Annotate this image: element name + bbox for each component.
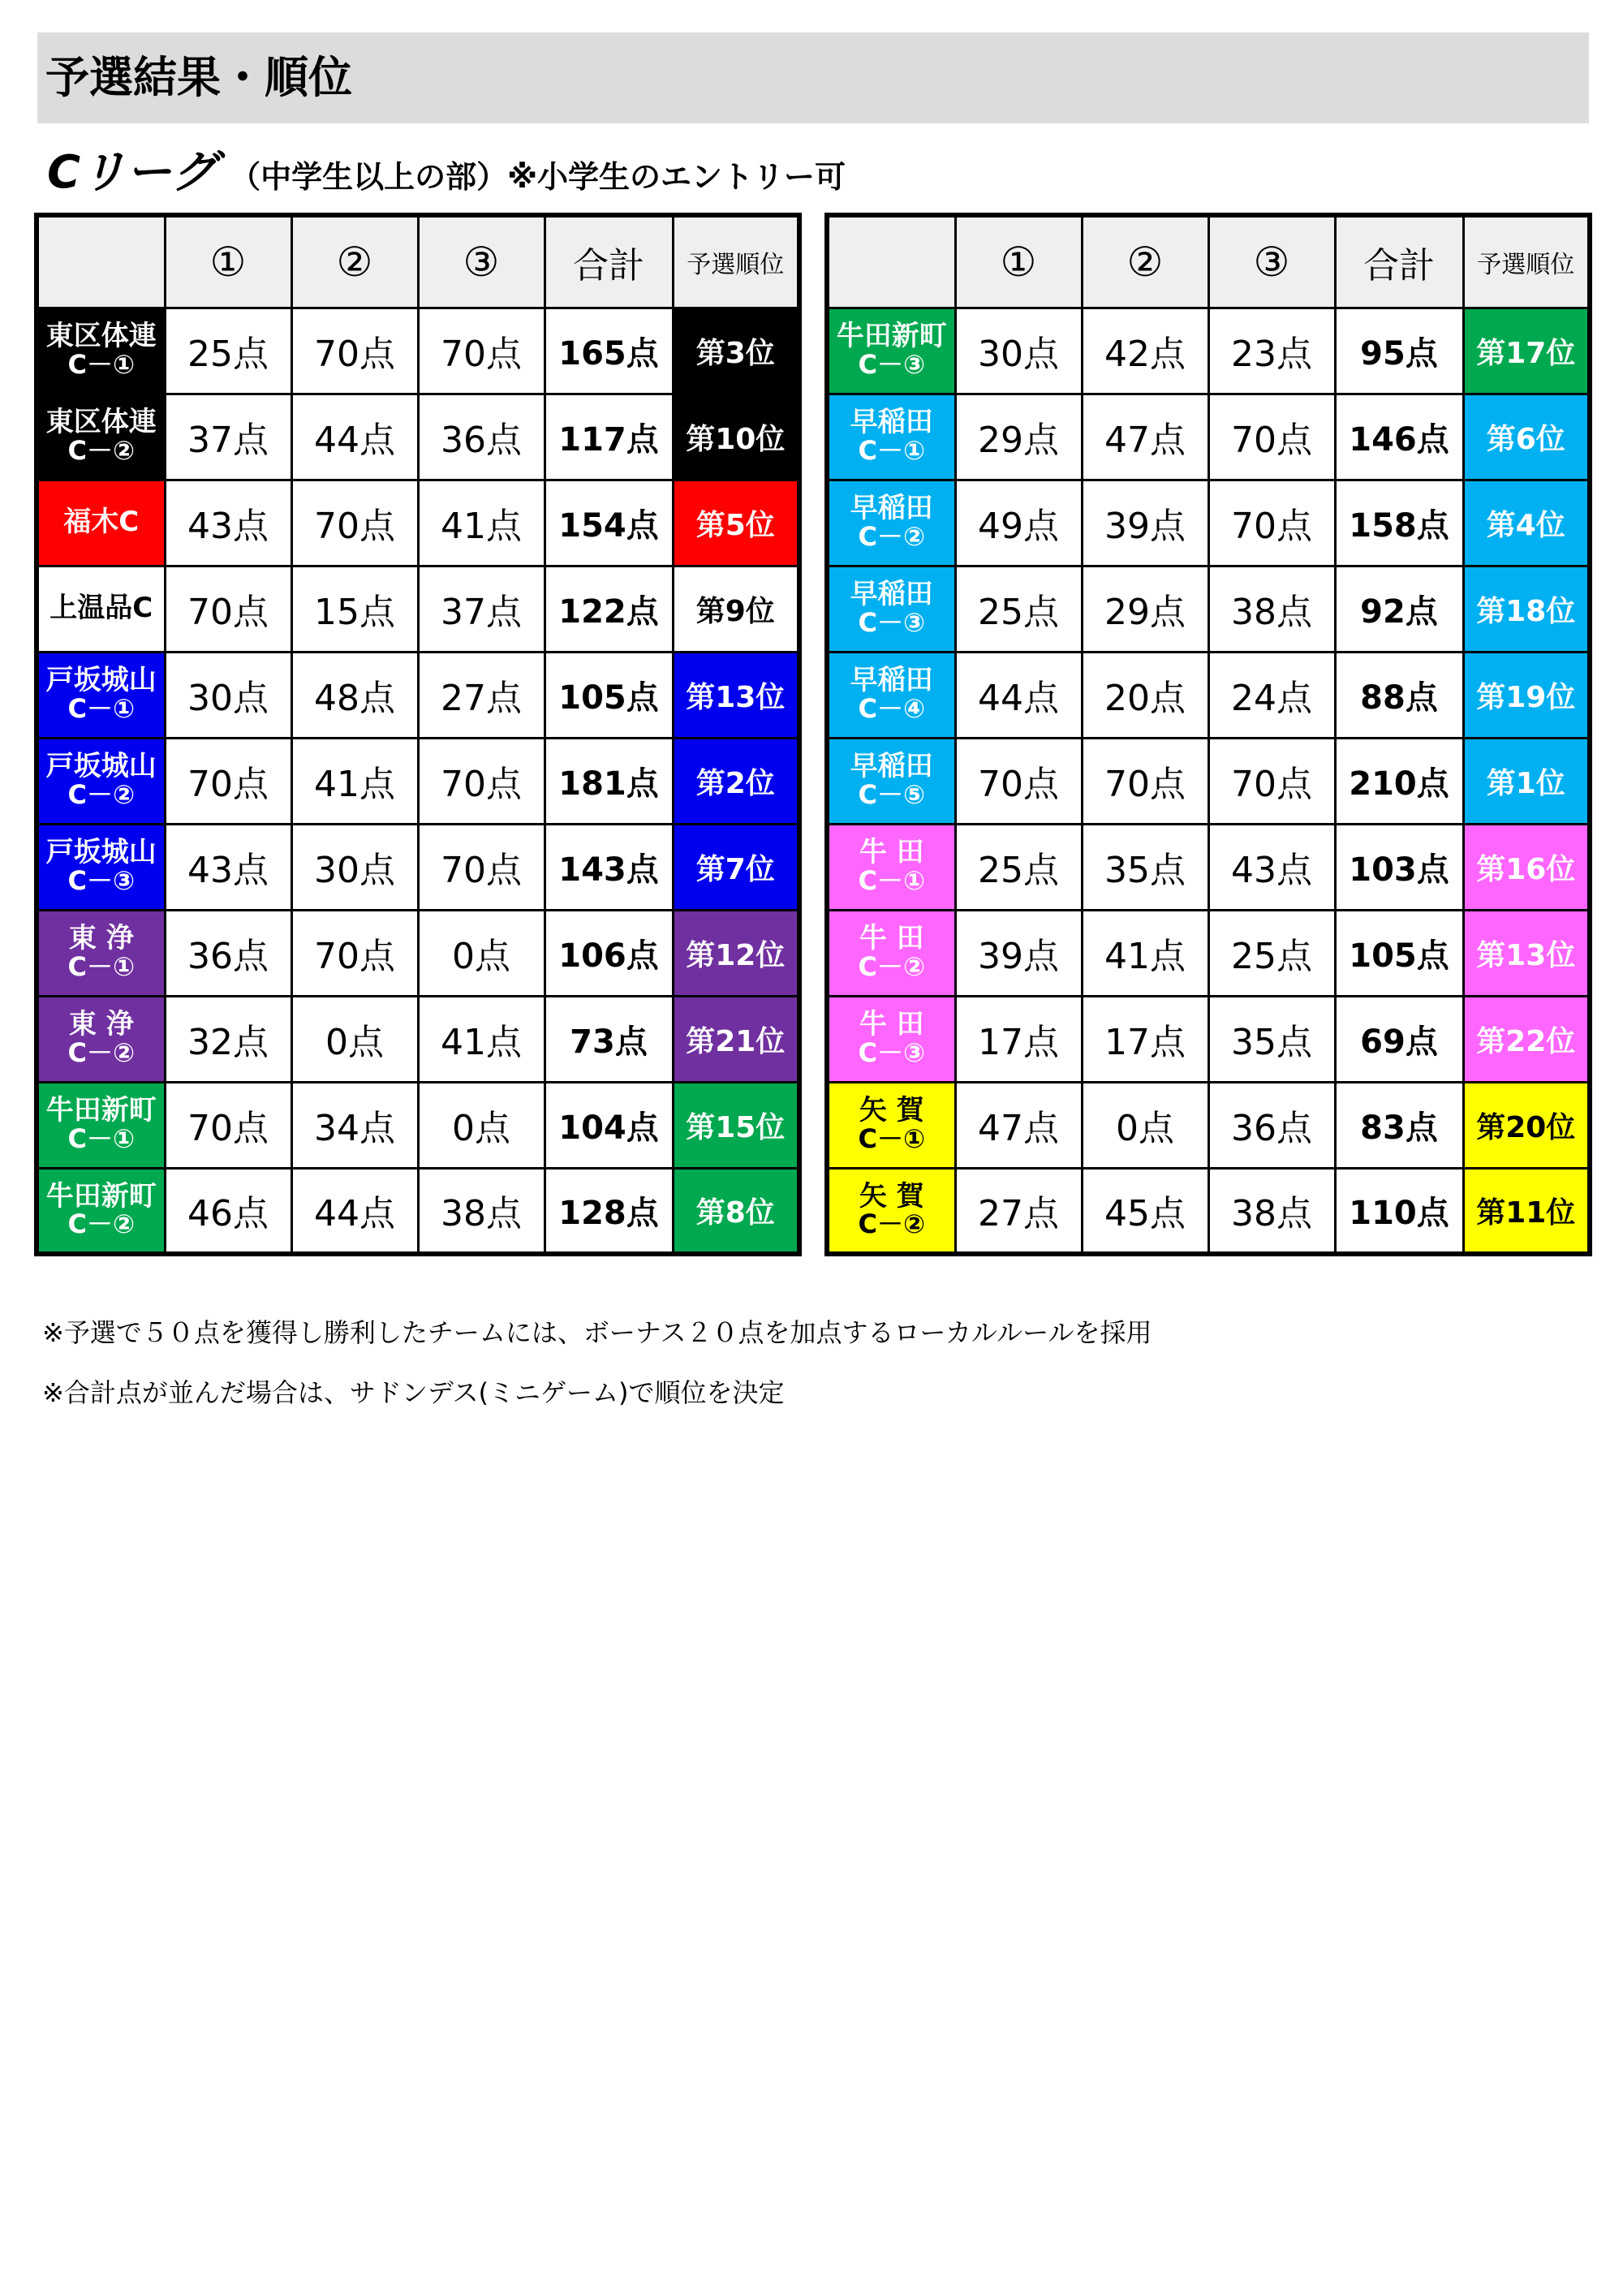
round-2-score: 29点 xyxy=(1082,566,1208,652)
team-code: C－③ xyxy=(858,1037,926,1069)
rank-badge: 第3位 xyxy=(673,308,799,394)
team-name-cell xyxy=(827,480,955,566)
rank-badge: 第21位 xyxy=(673,996,799,1082)
table-row xyxy=(827,480,1590,566)
team-name-cell xyxy=(37,996,165,1082)
rank-badge: 第1位 xyxy=(1463,738,1590,824)
rank-badge: 第2位 xyxy=(673,738,799,824)
results-table-right xyxy=(824,213,1592,1256)
total-score: 165点 xyxy=(545,308,673,394)
header-team xyxy=(827,215,955,308)
team-name-cell xyxy=(827,394,955,480)
round-2-score: 70点 xyxy=(1082,738,1208,824)
round-2-score: 0点 xyxy=(291,996,418,1082)
round-1-score: 25点 xyxy=(165,308,291,394)
team-code: C－② xyxy=(858,951,926,983)
team-name: 戸坂城山 xyxy=(45,664,157,697)
round-3-score: 70点 xyxy=(418,738,545,824)
team-code: C－① xyxy=(67,1123,136,1155)
team-code: C－② xyxy=(67,779,136,811)
round-3-score: 38点 xyxy=(418,1168,545,1254)
rank-badge: 第15位 xyxy=(673,1082,799,1168)
team-name-cell xyxy=(37,738,165,824)
rank-badge: 第19位 xyxy=(1463,652,1590,738)
total-score: 181点 xyxy=(545,738,673,824)
round-3-score: 23点 xyxy=(1208,308,1335,394)
team-name: 早稲田 xyxy=(850,406,933,439)
table-row xyxy=(827,996,1590,1082)
team-name-cell xyxy=(37,910,165,996)
round-1-score: 70点 xyxy=(955,738,1082,824)
team-code: C－② xyxy=(858,1208,926,1240)
round-2-score: 41点 xyxy=(291,738,418,824)
team-name: 戸坂城山 xyxy=(45,836,157,869)
team-code: C－③ xyxy=(858,349,926,381)
rank-badge: 第7位 xyxy=(673,824,799,910)
round-2-score: 70点 xyxy=(291,480,418,566)
table-row xyxy=(37,652,799,738)
total-score: 128点 xyxy=(545,1168,673,1254)
rank-badge: 第13位 xyxy=(1463,910,1590,996)
team-code: C－③ xyxy=(67,865,136,897)
team-name-cell xyxy=(827,738,955,824)
round-1-score: 70点 xyxy=(165,1082,291,1168)
rank-badge: 第16位 xyxy=(1463,824,1590,910)
round-1-score: 30点 xyxy=(165,652,291,738)
round-2-score: 15点 xyxy=(291,566,418,652)
total-score: 104点 xyxy=(545,1082,673,1168)
round-1-score: 70点 xyxy=(165,566,291,652)
rank-badge: 第20位 xyxy=(1463,1082,1590,1168)
total-score: 88点 xyxy=(1335,652,1463,738)
team-name: 矢 賀 xyxy=(859,1094,924,1127)
round-2-score: 70点 xyxy=(291,308,418,394)
round-2-score: 0点 xyxy=(1082,1082,1208,1168)
round-1-score: 39点 xyxy=(955,910,1082,996)
table-header-row xyxy=(37,215,799,308)
team-name: 早稲田 xyxy=(850,750,933,783)
round-1-score: 25点 xyxy=(955,566,1082,652)
total-score: 73点 xyxy=(545,996,673,1082)
table-row xyxy=(37,1082,799,1168)
round-1-score: 46点 xyxy=(165,1168,291,1254)
league-description: （中学生以上の部）※小学生のエントリー可 xyxy=(230,159,846,195)
table-row xyxy=(827,910,1590,996)
team-code: C－② xyxy=(67,435,136,467)
rank-badge: 第5位 xyxy=(673,480,799,566)
team-name-cell xyxy=(827,996,955,1082)
round-3-score: 38点 xyxy=(1208,566,1335,652)
rank-badge: 第22位 xyxy=(1463,996,1590,1082)
table-row xyxy=(827,394,1590,480)
round-3-score: 35点 xyxy=(1208,996,1335,1082)
header-total: 合計 xyxy=(545,215,673,308)
team-code: C－③ xyxy=(858,607,926,639)
table-row xyxy=(37,824,799,910)
team-name-cell xyxy=(827,308,955,394)
team-name-cell xyxy=(827,1168,955,1254)
team-code: C－② xyxy=(67,1208,136,1240)
round-1-score: 25点 xyxy=(955,824,1082,910)
total-score: 103点 xyxy=(1335,824,1463,910)
team-name: 牛田新町 xyxy=(45,1179,157,1213)
round-1-score: 47点 xyxy=(955,1082,1082,1168)
total-score: 117点 xyxy=(545,394,673,480)
table-row xyxy=(827,824,1590,910)
round-1-score: 36点 xyxy=(165,910,291,996)
header-round-3: ③ xyxy=(418,215,545,308)
total-score: 158点 xyxy=(1335,480,1463,566)
rank-badge: 第11位 xyxy=(1463,1168,1590,1254)
team-name-cell xyxy=(37,1082,165,1168)
round-3-score: 0点 xyxy=(418,1082,545,1168)
rank-badge: 第13位 xyxy=(673,652,799,738)
round-3-score: 70点 xyxy=(1208,394,1335,480)
round-3-score: 37点 xyxy=(418,566,545,652)
total-score: 69点 xyxy=(1335,996,1463,1082)
round-1-score: 32点 xyxy=(165,996,291,1082)
rank-badge: 第4位 xyxy=(1463,480,1590,566)
round-1-score: 17点 xyxy=(955,996,1082,1082)
team-code: C－⑤ xyxy=(858,779,926,811)
team-name: 牛田新町 xyxy=(45,1094,157,1127)
team-code: C－④ xyxy=(858,693,926,725)
team-name: 東 浄 xyxy=(68,1008,134,1041)
round-3-score: 70点 xyxy=(1208,738,1335,824)
round-2-score: 30点 xyxy=(291,824,418,910)
team-name: 牛 田 xyxy=(859,836,924,869)
table-row xyxy=(827,1082,1590,1168)
round-1-score: 30点 xyxy=(955,308,1082,394)
round-1-score: 37点 xyxy=(165,394,291,480)
team-name-cell xyxy=(37,1168,165,1254)
team-name-cell xyxy=(37,566,165,652)
total-score: 143点 xyxy=(545,824,673,910)
round-1-score: 27点 xyxy=(955,1168,1082,1254)
round-2-score: 70点 xyxy=(291,910,418,996)
total-score: 105点 xyxy=(545,652,673,738)
table-row xyxy=(37,910,799,996)
round-2-score: 17点 xyxy=(1082,996,1208,1082)
team-name: 牛 田 xyxy=(859,1008,924,1041)
team-code: C－① xyxy=(67,349,136,381)
table-row xyxy=(37,394,799,480)
title-bar xyxy=(37,32,1589,123)
total-score: 83点 xyxy=(1335,1082,1463,1168)
header-round-3: ③ xyxy=(1208,215,1335,308)
league-name: Cリーグ xyxy=(47,146,217,199)
total-score: 154点 xyxy=(545,480,673,566)
team-name-cell xyxy=(827,824,955,910)
header-round-1: ① xyxy=(955,215,1082,308)
team-name: 東区体連 xyxy=(45,320,157,353)
round-2-score: 44点 xyxy=(291,1168,418,1254)
rank-badge: 第8位 xyxy=(673,1168,799,1254)
round-3-score: 38点 xyxy=(1208,1168,1335,1254)
total-score: 106点 xyxy=(545,910,673,996)
team-name-cell xyxy=(827,652,955,738)
team-name: 矢 賀 xyxy=(859,1179,924,1213)
header-round-2: ② xyxy=(291,215,418,308)
notes xyxy=(42,1316,1152,1437)
team-code: C－① xyxy=(858,865,926,897)
team-code: C－① xyxy=(67,951,136,983)
table-row xyxy=(827,308,1590,394)
rank-badge: 第9位 xyxy=(673,566,799,652)
round-1-score: 43点 xyxy=(165,480,291,566)
team-name: 福木C xyxy=(63,506,140,539)
total-score: 122点 xyxy=(545,566,673,652)
round-3-score: 36点 xyxy=(1208,1082,1335,1168)
team-name: 牛田新町 xyxy=(836,320,947,353)
table-row xyxy=(37,480,799,566)
team-code: C－① xyxy=(67,693,136,725)
table-row xyxy=(827,566,1590,652)
rank-badge: 第12位 xyxy=(673,910,799,996)
round-3-score: 24点 xyxy=(1208,652,1335,738)
round-2-score: 44点 xyxy=(291,394,418,480)
round-1-score: 29点 xyxy=(955,394,1082,480)
team-name-cell xyxy=(37,824,165,910)
table-row xyxy=(827,1168,1590,1254)
team-name: 早稲田 xyxy=(850,492,933,525)
round-1-score: 43点 xyxy=(165,824,291,910)
team-name: 早稲田 xyxy=(850,578,933,611)
round-3-score: 41点 xyxy=(418,480,545,566)
table-row xyxy=(37,566,799,652)
team-name: 上温品C xyxy=(50,592,153,625)
round-2-score: 42点 xyxy=(1082,308,1208,394)
team-name-cell xyxy=(37,652,165,738)
total-score: 92点 xyxy=(1335,566,1463,652)
team-name-cell xyxy=(37,480,165,566)
table-row xyxy=(827,652,1590,738)
round-2-score: 20点 xyxy=(1082,652,1208,738)
total-score: 110点 xyxy=(1335,1168,1463,1254)
note-bonus-rule: ※予選で５０点を獲得し勝利したチームには、ボーナス２０点を加点するローカルルールを採用 xyxy=(42,1317,1152,1348)
team-name: 早稲田 xyxy=(850,664,933,697)
team-code: C－② xyxy=(67,1037,136,1069)
round-3-score: 70点 xyxy=(418,824,545,910)
round-2-score: 45点 xyxy=(1082,1168,1208,1254)
team-name-cell xyxy=(37,394,165,480)
table-row xyxy=(37,996,799,1082)
round-3-score: 41点 xyxy=(418,996,545,1082)
rank-badge: 第6位 xyxy=(1463,394,1590,480)
team-name-cell xyxy=(827,566,955,652)
round-2-score: 35点 xyxy=(1082,824,1208,910)
total-score: 105点 xyxy=(1335,910,1463,996)
table-row xyxy=(37,738,799,824)
total-score: 95点 xyxy=(1335,308,1463,394)
header-total: 合計 xyxy=(1335,215,1463,308)
round-2-score: 39点 xyxy=(1082,480,1208,566)
round-1-score: 70点 xyxy=(165,738,291,824)
round-3-score: 70点 xyxy=(1208,480,1335,566)
round-3-score: 25点 xyxy=(1208,910,1335,996)
round-2-score: 47点 xyxy=(1082,394,1208,480)
header-round-2: ② xyxy=(1082,215,1208,308)
team-name: 東 浄 xyxy=(68,922,134,955)
round-3-score: 43点 xyxy=(1208,824,1335,910)
team-name: 牛 田 xyxy=(859,922,924,955)
table-row xyxy=(37,1168,799,1254)
round-2-score: 34点 xyxy=(291,1082,418,1168)
header-rank: 予選順位 xyxy=(673,215,799,308)
note-tiebreak-rule: ※合計点が並んだ場合は、サドンデス(ミニゲーム)で順位を決定 xyxy=(42,1377,785,1408)
league-subtitle xyxy=(47,144,846,201)
team-name-cell xyxy=(827,1082,955,1168)
total-score: 210点 xyxy=(1335,738,1463,824)
table-row xyxy=(827,738,1590,824)
round-2-score: 48点 xyxy=(291,652,418,738)
team-name: 戸坂城山 xyxy=(45,750,157,783)
round-1-score: 49点 xyxy=(955,480,1082,566)
team-code: C－① xyxy=(858,1123,926,1155)
rank-badge: 第18位 xyxy=(1463,566,1590,652)
round-3-score: 0点 xyxy=(418,910,545,996)
team-code: C－② xyxy=(858,521,926,553)
header-team xyxy=(37,215,165,308)
round-2-score: 41点 xyxy=(1082,910,1208,996)
table-row xyxy=(37,308,799,394)
header-round-1: ① xyxy=(165,215,291,308)
rank-badge: 第10位 xyxy=(673,394,799,480)
page-title: 予選結果・順位 xyxy=(45,52,352,103)
round-3-score: 36点 xyxy=(418,394,545,480)
total-score: 146点 xyxy=(1335,394,1463,480)
team-name: 東区体連 xyxy=(45,406,157,439)
round-3-score: 70点 xyxy=(418,308,545,394)
header-rank: 予選順位 xyxy=(1463,215,1590,308)
round-1-score: 44点 xyxy=(955,652,1082,738)
rank-badge: 第17位 xyxy=(1463,308,1590,394)
team-name-cell xyxy=(827,910,955,996)
round-3-score: 27点 xyxy=(418,652,545,738)
team-code: C－① xyxy=(858,435,926,467)
results-table-left xyxy=(34,213,802,1256)
table-header-row xyxy=(827,215,1590,308)
team-name-cell xyxy=(37,308,165,394)
